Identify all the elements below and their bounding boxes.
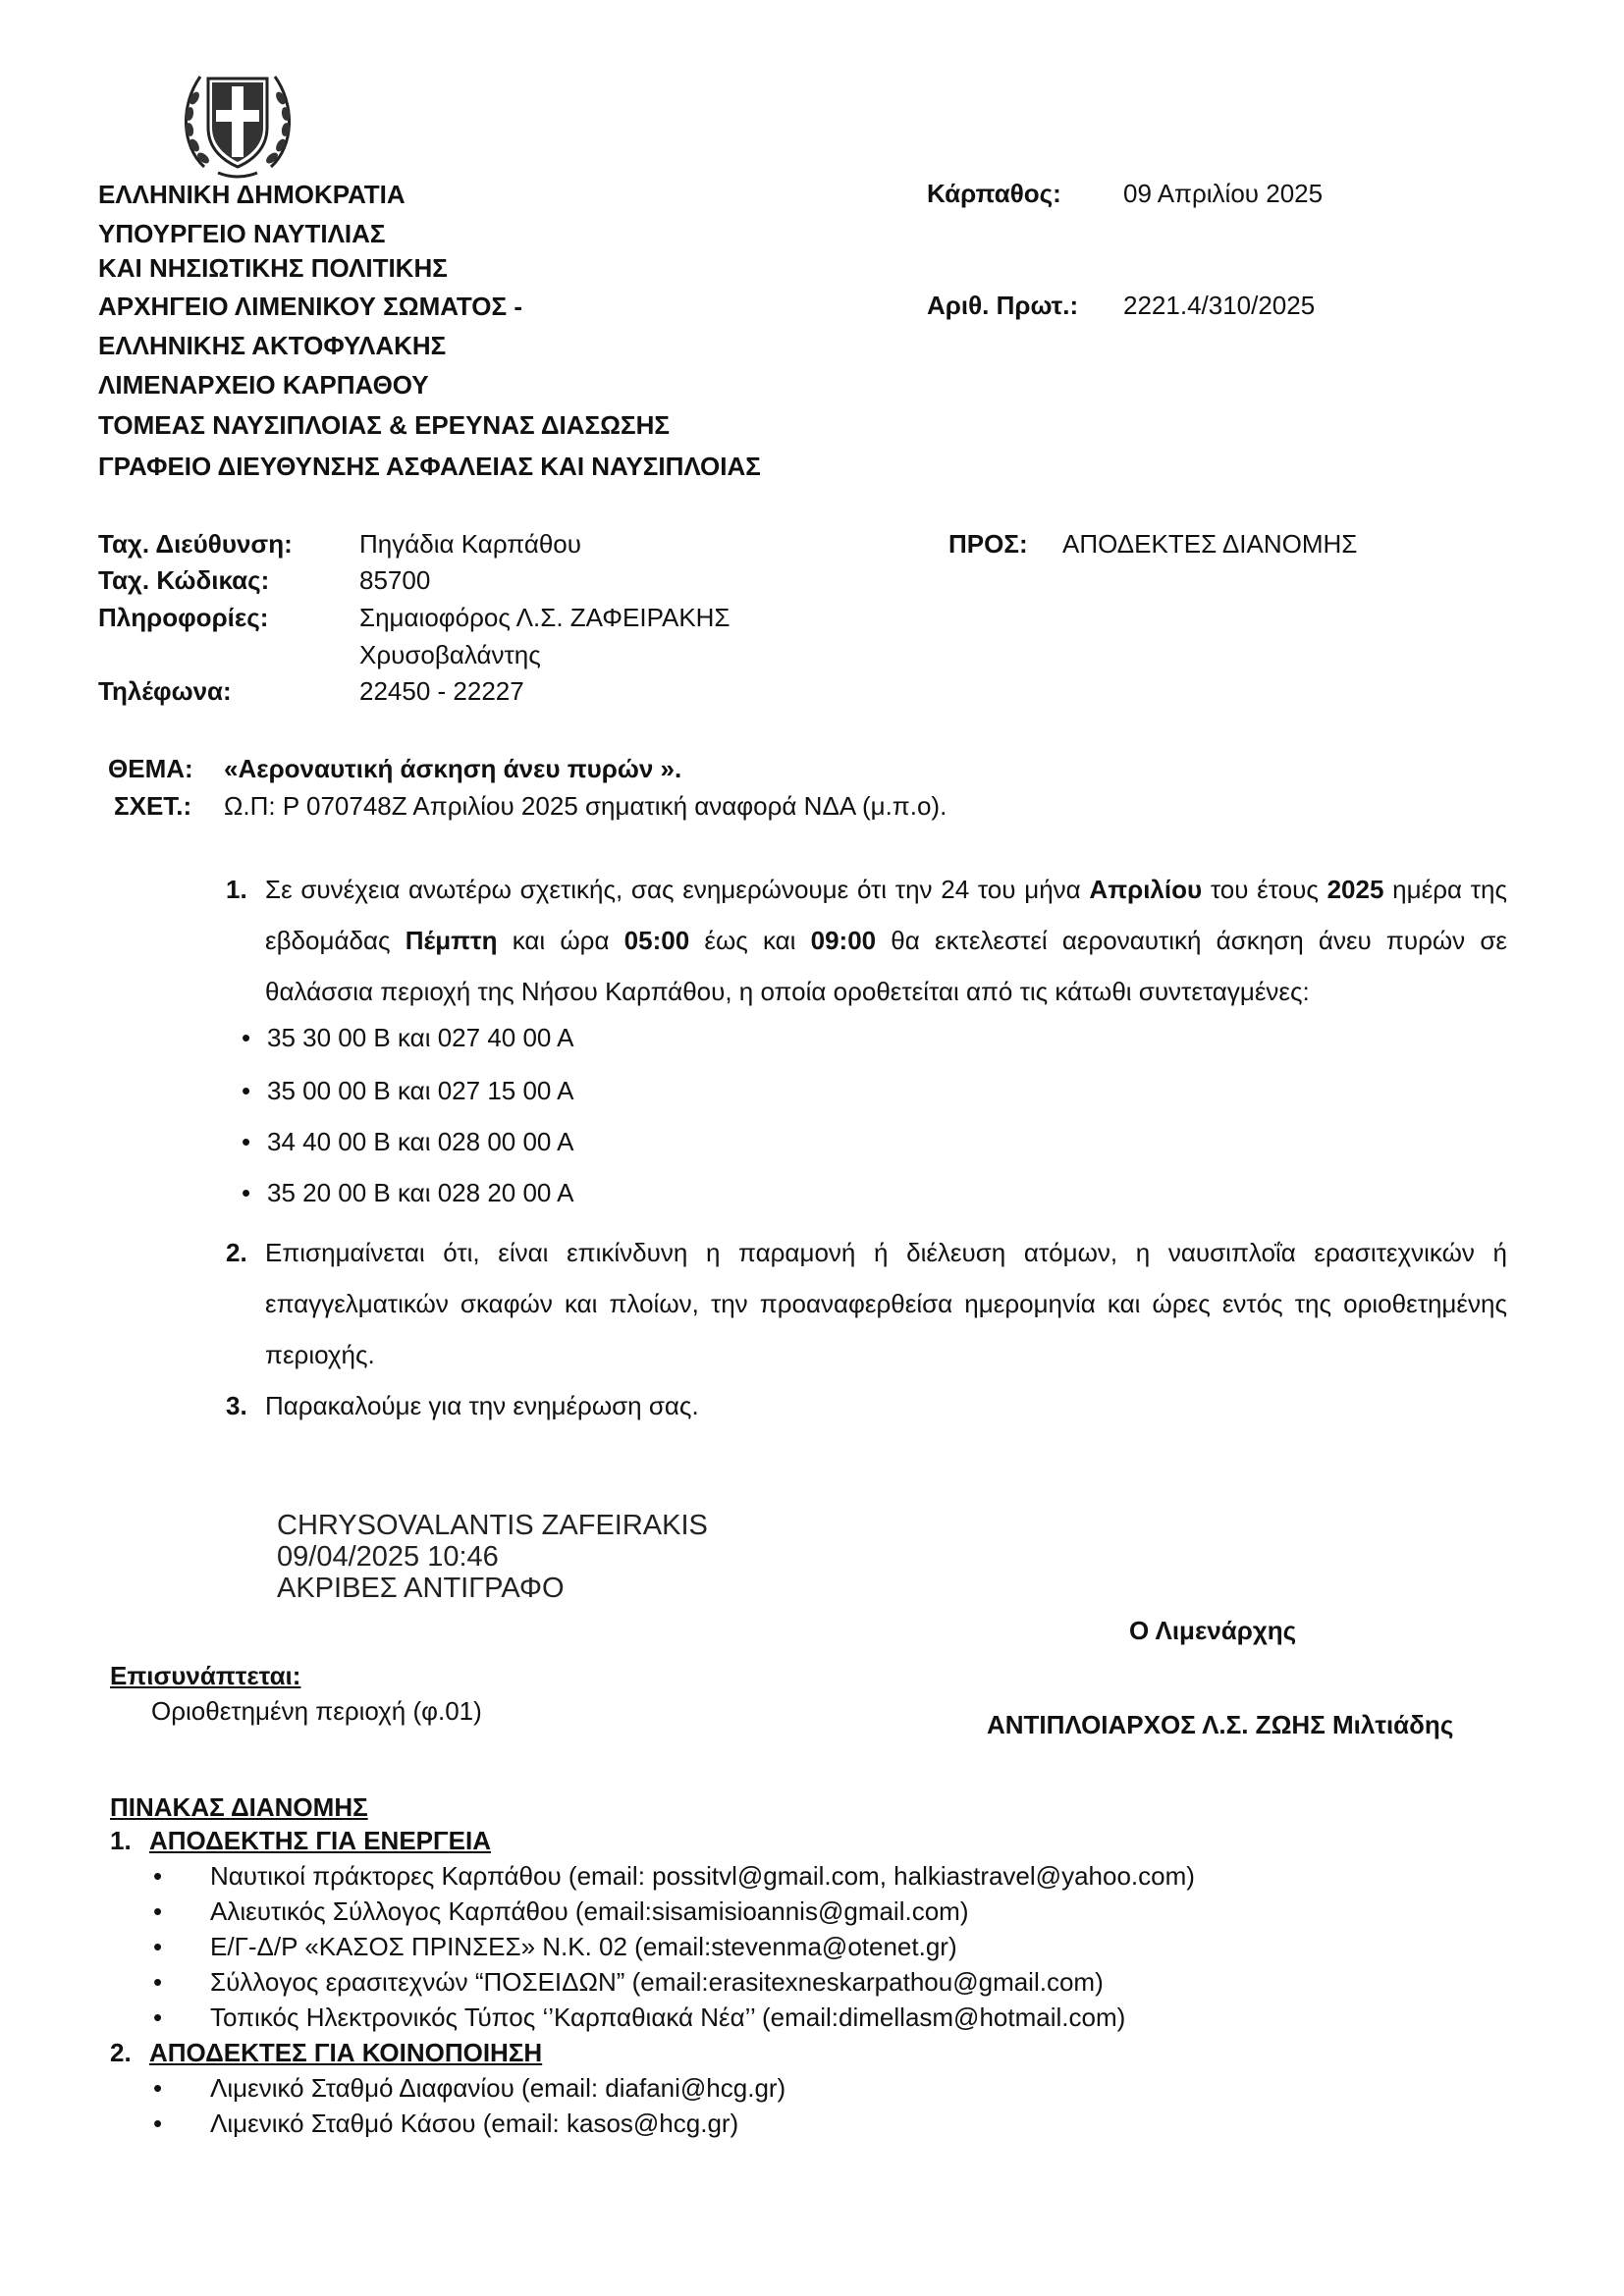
header-line: ΕΛΛΗΝΙΚΗ ΔΗΜΟΚΡΑΤΙΑ <box>98 180 406 209</box>
digital-signature-stamp <box>277 1510 708 1604</box>
phone-value: 22450 - 22227 <box>359 676 524 706</box>
attachment-label: Επισυνάπτεται: <box>110 1661 301 1690</box>
list-item: • Τοπικός Ηλεκτρονικός Τύπος ‘’Καρπαθιακά Νέα’’ (email:dimellasm@hotmail.com) <box>153 2002 1126 2032</box>
coordinate-item: • 34 40 00 Β και 028 00 00 Α <box>267 1127 574 1157</box>
paragraph-text: του έτους <box>1202 875 1327 904</box>
header-line: ΓΡΑΦΕΙΟ ΔΙΕΥΘΥΝΣΗΣ ΑΣΦΑΛΕΙΑΣ ΚΑΙ ΝΑΥΣΙΠΛΟΙΑΣ <box>98 452 761 481</box>
paragraph-text: έως και <box>689 926 811 955</box>
signer-name: CHRYSOVALANTIS ZAFEIRAKIS <box>277 1510 708 1541</box>
group-title-action: ΑΠΟΔΕΚΤΗΣ ΓΙΑ ΕΝΕΡΓΕΙΑ <box>149 1826 491 1855</box>
distribution-title: ΠΙΝΑΚΑΣ ΔΙΑΝΟΜΗΣ <box>110 1792 368 1822</box>
postal-value: 85700 <box>359 565 431 595</box>
coordinate-item: • 35 00 00 Β και 027 15 00 Α <box>267 1076 574 1106</box>
address-value: Πηγάδια Καρπάθου <box>359 529 581 559</box>
hellenic-republic-emblem <box>175 59 300 185</box>
signatory-name: ΑΝΤΙΠΛΟΙΑΡΧΟΣ Λ.Σ. ΖΩΗΣ Μιλτιάδης <box>987 1710 1454 1739</box>
place-label: Κάρπαθος: <box>927 179 1061 208</box>
phone-label: Τηλέφωνα: <box>98 676 232 706</box>
reference-label: ΣΧΕΤ.: <box>114 791 192 821</box>
paragraph-2 <box>226 1227 1507 1380</box>
list-item: • Ε/Γ-Δ/Ρ «ΚΑΣΟΣ ΠΡΙΝΣΕΣ» Ν.Κ. 02 (email:stevenma@otenet.gr) <box>153 1932 957 1961</box>
group-number: 1. <box>110 1826 132 1855</box>
paragraph-text: θα εκτελεστεί αεροναυτική άσκηση άνευ πυρών σε θαλάσσια περιοχή της Νήσου Καρπάθου, η οποία οροθετείται από τις κάτωθι συντεταγμένες: <box>265 926 1507 1006</box>
true-copy-note: ΑΚΡΙΒΕΣ ΑΝΤΙΓΡΑΦΟ <box>277 1573 565 1604</box>
paragraph-1 <box>226 864 1507 1017</box>
header-line: ΥΠΟΥΡΓΕΙΟ ΝΑΥΤΙΛΙΑΣ <box>98 219 386 248</box>
header-line: ΚΑΙ ΝΗΣΙΩΤΙΚΗΣ ΠΟΛΙΤΙΚΗΣ <box>98 253 448 283</box>
signature-datetime: 09/04/2025 10:46 <box>277 1541 499 1573</box>
postal-label: Ταχ. Κώδικας: <box>98 565 270 595</box>
reference-value: Ω.Π: Ρ 070748Ζ Απριλίου 2025 σηματική αναφορά ΝΔΑ (μ.π.ο). <box>224 791 947 821</box>
list-item: • Ναυτικοί πράκτορες Καρπάθου (email: possitvl@gmail.com, halkiastravel@yahoo.com) <box>153 1861 1195 1891</box>
protocol-label: Αριθ. Πρωτ.: <box>927 291 1079 320</box>
start-time: 05:00 <box>623 926 690 955</box>
info-label: Πληροφορίες: <box>98 603 269 632</box>
header-line: ΑΡΧΗΓΕΙΟ ΛΙΜΕΝΙΚΟΥ ΣΩΜΑΤΟΣ - <box>98 292 522 321</box>
header-line: ΛΙΜΕΝΑΡΧΕΙΟ ΚΑΡΠΑΘΟΥ <box>98 370 429 400</box>
paragraph-number: 1. <box>226 875 247 904</box>
paragraph-text: Παρακαλούμε για την ενημέρωση σας. <box>265 1391 699 1420</box>
subject-value: «Αεροναυτική άσκηση άνευ πυρών ». <box>224 754 682 783</box>
exercise-year: 2025 <box>1326 875 1384 904</box>
subject-label: ΘΕΜΑ: <box>108 754 193 783</box>
list-item: • Λιμενικό Σταθμό Κάσου (email: kasos@hcg.gr) <box>153 2109 739 2138</box>
place-date: 09 Απριλίου 2025 <box>1123 179 1324 208</box>
paragraph-text: ημέρα της εβδομάδας <box>265 875 1507 955</box>
paragraph-text: και ώρα <box>497 926 624 955</box>
signatory-role: Ο Λιμενάρχης <box>1129 1616 1297 1645</box>
list-item: • Αλιευτικός Σύλλογος Καρπάθου (email:sisamisioannis@gmail.com) <box>153 1896 969 1926</box>
list-item: • Σύλλογος ερασιτεχνών “ΠΟΣΕΙΔΩΝ” (email:erasitexneskarpathou@gmail.com) <box>153 1967 1104 1997</box>
exercise-month: Απριλίου <box>1089 875 1203 904</box>
attachment-value: Οριοθετημένη περιοχή (φ.01) <box>151 1696 482 1726</box>
paragraph-3 <box>226 1380 1507 1431</box>
recipient-label: ΠΡΟΣ: <box>948 529 1028 559</box>
coordinate-item: • 35 30 00 Β και 027 40 00 Α <box>267 1023 574 1053</box>
coordinate-item: • 35 20 00 Β και 028 20 00 Α <box>267 1178 574 1208</box>
group-title-notification: ΑΠΟΔΕΚΤΕΣ ΓΙΑ ΚΟΙΝΟΠΟΙΗΣΗ <box>149 2038 543 2067</box>
paragraph-text: Σε συνέχεια ανωτέρω σχετικής, σας ενημερώνουμε ότι την 24 του μήνα <box>265 875 1090 904</box>
header-line: ΤΟΜΕΑΣ ΝΑΥΣΙΠΛΟΙΑΣ & ΕΡΕΥΝΑΣ ΔΙΑΣΩΣΗΣ <box>98 410 670 440</box>
header-line: ΕΛΛΗΝΙΚΗΣ ΑΚΤΟΦΥΛΑΚΗΣ <box>98 331 447 360</box>
paragraph-number: 3. <box>226 1391 247 1420</box>
protocol-number: 2221.4/310/2025 <box>1123 291 1316 320</box>
end-time: 09:00 <box>810 926 877 955</box>
recipient-value: ΑΠΟΔΕΚΤΕΣ ΔΙΑΝΟΜΗΣ <box>1062 529 1358 559</box>
list-item: • Λιμενικό Σταθμό Διαφανίου (email: diafani@hcg.gr) <box>153 2073 786 2103</box>
info-value: Σημαιοφόρος Λ.Σ. ΖΑΦΕΙΡΑΚΗΣ <box>359 603 731 632</box>
paragraph-text: Επισημαίνεται ότι, είναι επικίνδυνη η παραμονή ή διέλευση ατόμων, η ναυσιπλοΐα ερασιτεχνικών ή επαγγελματικών σκαφών και πλοίων, την προαναφερθείσα ημερομηνία και ώρες εντός της οριοθετημένης περιοχής. <box>265 1238 1507 1369</box>
info-value-cont: Χρυσοβαλάντης <box>359 640 541 669</box>
address-label: Ταχ. Διεύθυνση: <box>98 529 293 559</box>
group-number: 2. <box>110 2038 132 2067</box>
exercise-day: Πέμπτη <box>405 926 498 955</box>
paragraph-number: 2. <box>226 1238 247 1267</box>
